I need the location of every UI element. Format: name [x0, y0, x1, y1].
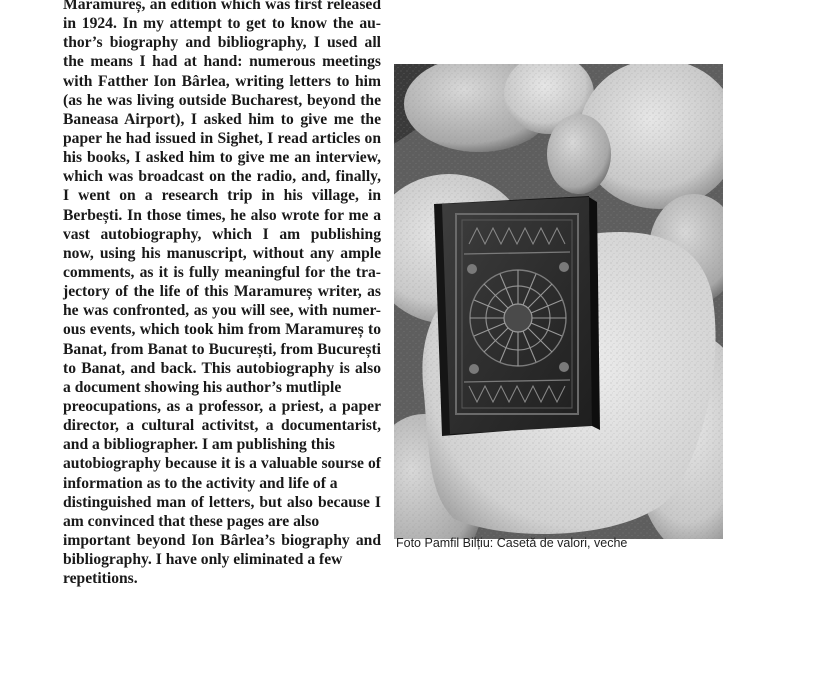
text-line: Banat, from Banat to București, from București	[63, 340, 381, 358]
text-line: autobiography because it is a valuable sourse of	[63, 455, 381, 473]
text-line: in 1924. In my attempt to get to know the au-	[63, 15, 381, 33]
text-line: which was broadcast on the radio, and, finally,	[63, 168, 381, 186]
text-line: Berbești. In those times, he also wrote for me a	[63, 206, 381, 224]
photo-caption: Foto Pamfil Bilțiu: Casetă de valori, veche	[396, 536, 628, 550]
photo-image	[394, 64, 723, 539]
text-line: (as he was living outside Bucharest, beyond the	[63, 91, 381, 109]
text-line: ous events, which took him from Maramureș to	[63, 321, 381, 339]
text-line: the means I had at hand: numerous meetings	[63, 53, 381, 71]
text-line: information as to the activity and life of a	[63, 474, 338, 492]
text-line: with Fatther Ion Bârlea, writing letters to him	[63, 72, 381, 90]
text-line: preocupations, as a professor, a priest, a paper	[63, 397, 381, 415]
text-line: important beyond Ion Bârlea’s biography and	[63, 531, 381, 549]
text-line: comments, as it is fully meaningful for the tra-	[63, 263, 381, 281]
text-line: paper he had issued in Sighet, I read articles on	[63, 129, 381, 147]
article-text	[63, 0, 381, 588]
text-line: I went on a research trip in his village, in	[63, 187, 381, 205]
text-line: he was confronted, as you will see, with numer-	[63, 302, 381, 320]
text-line: jectory of the life of this Maramureș writer, as	[63, 283, 381, 301]
text-line: Baneasa Airport), I asked him to give me the	[63, 110, 381, 128]
text-line: repetitions.	[63, 570, 138, 588]
text-line: now, using his manuscript, without any ample	[63, 244, 381, 262]
text-line: to Banat, and back. This autobiography is also	[63, 359, 381, 377]
text-line: bibliography. I have only eliminated a few	[63, 551, 343, 569]
photo-carved-box	[394, 64, 723, 539]
text-line: a document showing his author’s mutliple	[63, 378, 342, 396]
text-line: vast autobiography, which I am publishing	[63, 225, 381, 243]
text-line: director, a cultural activitst, a documentarist,	[63, 417, 381, 435]
text-line: his books, I asked him to give me an interview,	[63, 149, 381, 167]
text-line: am convinced that these pages are also	[63, 512, 320, 530]
text-line: and a bibliographer. I am publishing this	[63, 436, 335, 454]
text-line: distinguished man of letters, but also because I	[63, 493, 381, 511]
text-line: Maramureș, an edition which was first released	[63, 0, 381, 13]
text-line: thor’s biography and bibliography, I used all	[63, 34, 381, 52]
